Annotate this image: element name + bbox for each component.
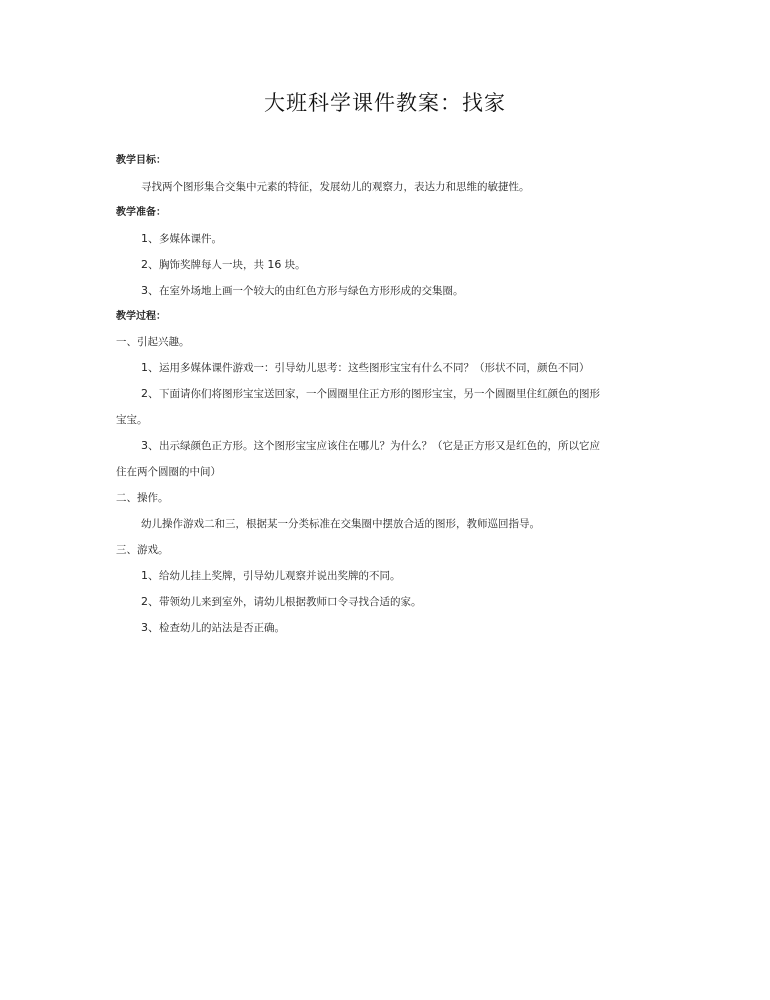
part1-item-3-number: 3、 [141,439,159,452]
part1-item-2-text: 下面请你们将图形宝宝送回家，一个圆圈里住正方形的图形宝宝，另一个圆圈里住红颜色的图形 [159,388,600,400]
preparation-heading: 教学准备： [116,207,166,218]
prep-item-2-text-a: 胸饰奖牌每人一块，共 [159,259,268,271]
part3-item-3-number: 3、 [141,621,159,634]
part2-title: 二、操作。 [116,492,169,504]
objectives-heading: 教学目标： [116,155,166,166]
part2-text: 幼儿操作游戏二和三，根据某一分类标准在交集圈中摆放合适的图形，教师巡回指导。 [141,518,540,530]
prep-item-3 [141,284,681,298]
part1-item-1 [141,361,681,375]
part3-item-3-text: 检查幼儿的站法是否正确。 [159,622,285,634]
prep-item-1-text: 多媒体课件。 [159,233,222,245]
prep-item-3-number: 3、 [141,284,159,297]
part1-item-3 [141,439,681,453]
page-title: 大班科学课件教案：找家 [264,91,506,115]
prep-item-1 [141,232,681,246]
part3-item-3 [141,621,681,635]
prep-item-3-text: 在室外场地上画一个较大的由红色方形与绿色方形形成的交集圈。 [159,285,464,297]
part3-item-2 [141,595,681,609]
part3-item-1-number: 1、 [141,569,159,582]
process-heading: 教学过程： [116,311,166,322]
part3-item-1 [141,569,681,583]
part3-item-2-text: 带领幼儿来到室外，请幼儿根据教师口令寻找合适的家。 [159,596,422,608]
part3-item-2-number: 2、 [141,595,159,608]
objectives-text: 寻找两个图形集合交集中元素的特征，发展幼儿的观察力，表达力和思维的敏捷性。 [141,181,530,193]
prep-item-2-text-b: 块。 [281,259,306,271]
part3-title: 三、游戏。 [116,544,169,556]
part1-item-3-continued: 住在两个圆圈的中间） [116,466,221,478]
prep-item-2-count: 16 [267,258,282,271]
part1-item-2-number: 2、 [141,387,159,400]
part1-item-1-text: 运用多媒体课件游戏一：引导幼儿思考：这些图形宝宝有什么不同？（形状不同，颜色不同） [159,362,590,374]
prep-item-2-number: 2、 [141,258,159,271]
part1-item-3-text: 出示绿颜色正方形。这个图形宝宝应该住在哪儿？为什么？（它是正方形又是红色的，所以它应 [159,440,600,452]
part1-item-2-continued: 宝宝。 [116,414,148,426]
part3-item-1-text: 给幼儿挂上奖牌，引导幼儿观察并说出奖牌的不同。 [159,570,401,582]
part1-title: 一、引起兴趣。 [116,336,190,348]
part1-item-2 [141,387,681,401]
prep-item-1-number: 1、 [141,232,159,245]
part1-item-1-number: 1、 [141,361,159,374]
prep-item-2 [141,258,681,272]
